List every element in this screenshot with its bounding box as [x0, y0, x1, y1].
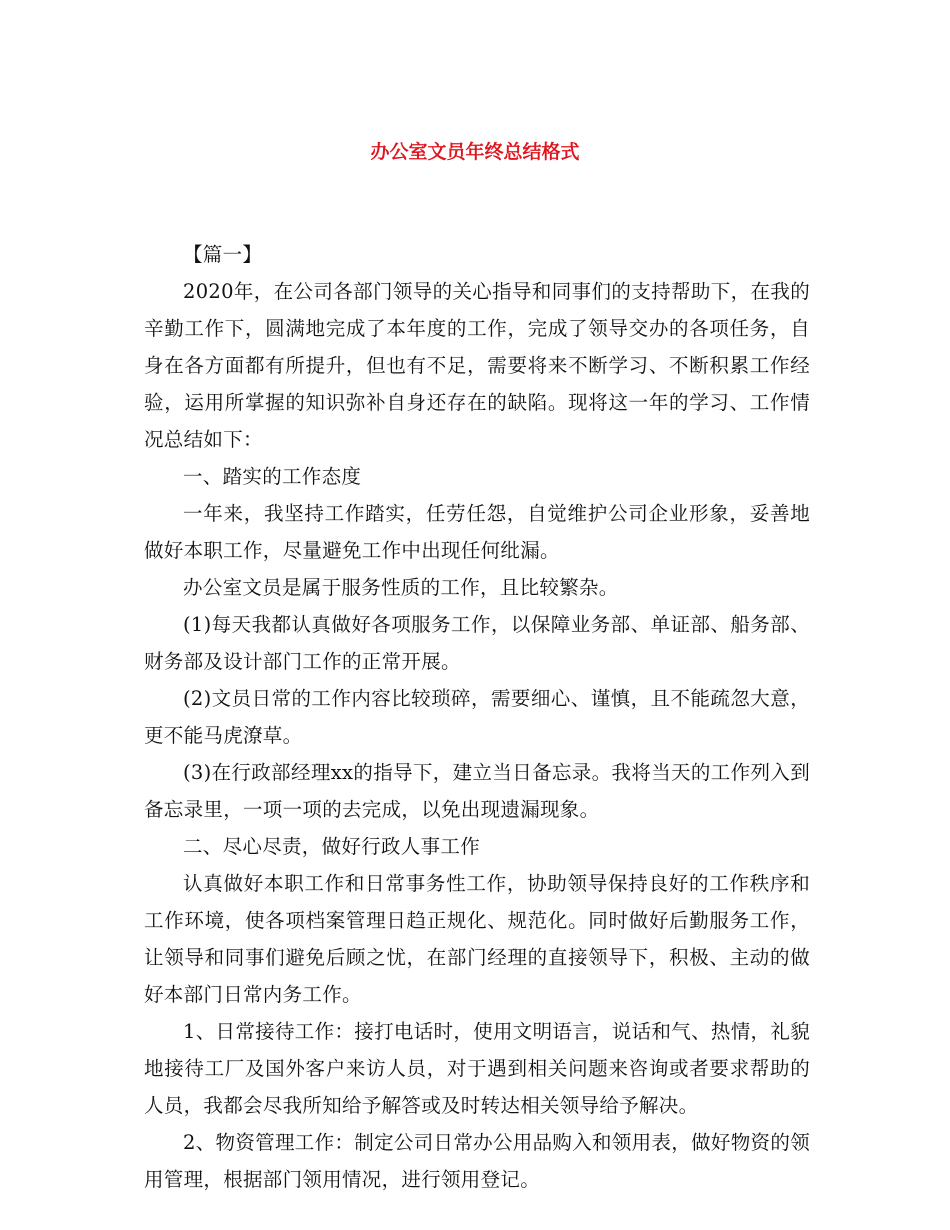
paragraph: 办公室文员是属于服务性质的工作，且比较繁杂。: [183, 576, 619, 599]
list-item: 1、日常接待工作：接打电话时，使用文明语言，说话和气、热情，礼貌地接待工厂及国外客户来访人员，对于遇到相关问题来咨询或者要求帮助的人员，我都会尽我所知给予解答或及时转达相关领导给予解决。: [144, 1020, 810, 1117]
document-body: [144, 236, 810, 1198]
document-title: 办公室文员年终总结格式: [370, 141, 580, 163]
paragraph: 一年来，我坚持工作踏实，任劳任怨，自觉维护公司企业形象，妥善地做好本职工作，尽量避免工作中出现任何纰漏。: [144, 502, 810, 562]
list-item: (2)文员日常的工作内容比较琐碎，需要细心、谨慎，且不能疏忽大意，更不能马虎潦草。: [144, 687, 810, 747]
paragraph: 认真做好本职工作和日常事务性工作，协助领导保持良好的工作秩序和工作环境，使各项档案管理日趋正规化、规范化。同时做好后勤服务工作，让领导和同事们避免后顾之忧，在部门经理的直接领导下，积极、主动的做好本部门日常内务工作。: [144, 872, 810, 1006]
section-label: 【篇一】: [183, 243, 263, 266]
list-item: (3)在行政部经理xx的指导下，建立当日备忘录。我将当天的工作列入到备忘录里，一项一项的去完成，以免出现遗漏现象。: [144, 761, 810, 821]
paragraph-intro: 2020年，在公司各部门领导的关心指导和同事们的支持帮助下，在我的辛勤工作下，圆满地完成了本年度的工作，完成了领导交办的各项任务，自身在各方面都有所提升，但也有不足，需要将来不断学习、不断积累工作经验，运用所掌握的知识弥补自身还存在的缺陷。现将这一年的学习、工作情况总结如下：: [144, 280, 810, 451]
list-item: 2、物资管理工作：制定公司日常办公用品购入和领用表，做好物资的领用管理，根据部门领用情况，进行领用登记。: [144, 1131, 810, 1191]
heading-work-attitude: 一、踏实的工作态度: [183, 465, 362, 488]
list-item: (1)每天我都认真做好各项服务工作，以保障业务部、单证部、船务部、财务部及设计部门工作的正常开展。: [144, 613, 810, 673]
heading-admin-work: 二、尽心尽责，做好行政人事工作: [183, 835, 481, 858]
